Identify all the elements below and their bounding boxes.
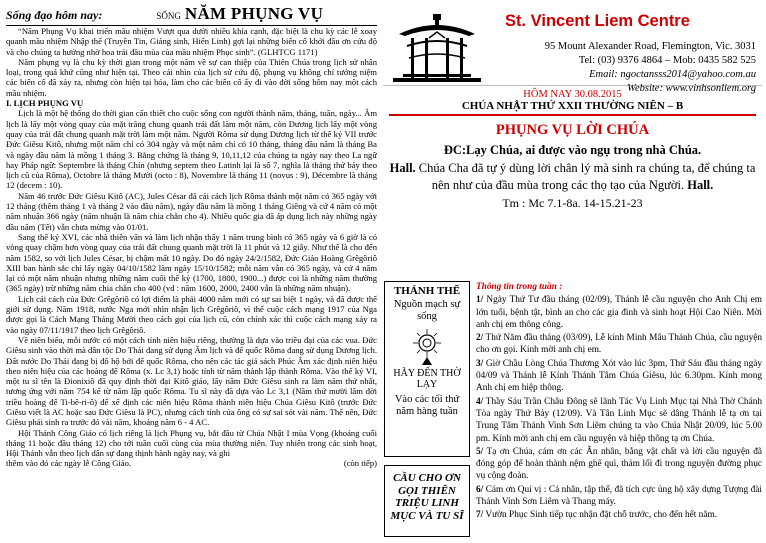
address-line: 95 Mount Alexander Road, Flemington, Vic. 3031 (544, 41, 756, 52)
website-line: Website: www.vinhsonliem.org (627, 83, 756, 94)
liturgy-title: PHỤNG VỤ LỜI CHÚA (495, 122, 650, 138)
vocation-prayer-box: CẦU CHO ƠN GỌI THIÊN TRIỆU LINH MỤC VÀ TU SĨ (384, 465, 470, 537)
notice-item (476, 446, 762, 483)
right-bulletin (383, 4, 762, 539)
notice-text: Ngày Thứ Tư đầu tháng (02/09), Thánh lễ cầu nguyện cho Anh Chị em lớn tuổi, bệnh tật, bình an cho các gia đình và sinh hoạt Hội Cao Niên. Mời anh chị em thông công. (476, 295, 762, 330)
notice-item (476, 484, 762, 509)
notice-item (476, 294, 762, 331)
continued-note: (còn tiếp) (343, 458, 377, 469)
article-paragraph: Lịch cải cách của Đức Grêgôriô có lợi điểm là phải 4000 năm mới có sự sai biệt 1 ngày, và đã được thế giới sử dụng. Năm 1918, nước Nga mới nhìn nhận lịch Grêgôriô, vì thế cuộc cách mạng 1917 của Nga được gọi là Cách Mạng Tháng Mười theo cách gọi của lịch cũ, còn chính xác thì cuộc cách mạng xảy ra vào ngày 07/11/1917 theo lịch Grêgôriô. (6, 293, 377, 335)
sunday-title: CHÚA NHẬT THỨ XXII THƯỜNG NIÊN – B (389, 100, 756, 116)
eucharist-box (384, 281, 470, 457)
section-heading: I. LỊCH PHỤNG VỤ (6, 98, 84, 109)
pagoda-logo-icon (389, 12, 485, 84)
heading-label: Sống đạo hôm nay: (6, 8, 103, 22)
bottom-section (383, 279, 762, 539)
notice-number: 6/ (476, 484, 484, 495)
article-paragraph: Sang thế kỷ XVI, các nhà thiên văn và làm lịch nhận thấy 1 năm trung bình có 365 ngày và 6 giờ là có vòng quay chậm hơn vòng quay của trái đất chung quanh mặt trời là 11 phút và 12 giây. Như thế là cho đến năm 1582, so với lịch Jules César, bị chậm mất 10 ngày. Do đó ngày 24/2/1582, Đức Giáo Hoàng Grêgôriô XIII ban hành sắc chỉ lấy ngày 04/10/1582 làm ngày 15/10/1582; mỗi năm vẫn có 365 ngày, và cứ 4 năm lại có một năm nhuận nhưng những năm cuối thế kỷ (1700, 1800, 1900...) được coi là những năm thường (365 ngày) trừ những năm chia chẵn cho 400 (vd : năm 1600, 2000, 2400 vẫn là những năm nhuận). (6, 231, 377, 294)
centre-name: St. Vincent Liem Centre (505, 12, 690, 30)
article-paragraph: Về niên biểu, mỗi nước có một cách tính niên hiệu riêng, thường là dựa vào triều đại của các vua. Đức Giêsu sinh vào thời mà dân tộc Do Thái đang sử dụng Âm lịch và đế quốc Rôma đang sử dụng Dương lịch. Đất nước Do Thái đang bị đô hộ bởi đế quốc Rôma, cho nên các tác giả sách Phúc Âm xác định niên hiệu theo niên hiệu của các hoàng đế Rôma (x. Lc 3,1) hoặc tính từ năm thành lập thành Rôma. Vào thế kỷ VI, một tu sĩ tên là Đionixiô đã quy định thời đại Kitô giáo, lấy năm Đức Giêsu sinh ra làm năm thứ nhất, tương ứng với năm 754 kể từ năm lập quốc Rôma. Tu sĩ này đã dựa vào Lc 3,1 (Năm thứ mười lăm đời triều hoàng đế Ti-bê-ri-ô) để xế định các niên hiệu Rôma thành niên hiệu Chúa Giêsu Kitô (trước Đức Giêsu viết là AC hoặc sau Đức Giêsu là PC), nhưng cách tính của ông có sự sai sót vài năm. Thế nên, Đức Giêsu phải sinh ra trước đó vài năm, khoảng năm 6 - 4 AC. (6, 334, 377, 428)
notice-text: Cám ơn Quí vị : Cá nhân, tập thể, đã tích cực ủng hộ xây dựng Tượng đài Thánh Vinh Sơn Liêm và Thang máy. (476, 484, 762, 508)
notices-title: Thông tin trong tuần : (476, 282, 563, 292)
eucharist-title: THÁNH THỂ (393, 285, 461, 297)
notice-text: Vườn Phục Sinh tiếp tục nhận đặt chỗ trước, cho đến hết năm. (483, 510, 718, 521)
adoration-invite: HÃY ĐẾN THỜ LẠY (393, 368, 461, 390)
notice-item (476, 358, 762, 395)
email-line: Email: ngoctansss2014@yahoo.com.au (589, 69, 756, 80)
notice-number: 7/ (476, 510, 484, 521)
notice-item (476, 332, 762, 357)
footer-text: thêm vào đó các ngày lễ Công Giáo. (6, 458, 132, 469)
article-paragraph: Năm 46 trước Đức Giêsu Kitô (AC), Jules César đã cải cách lịch Rôma thành một năm có 365 ngày với 12 tháng (thêm tháng 1 và tháng 2 vào đầu năm), ngày đầu năm là mồng 1 tháng Giêng và cứ 4 năm có một năm nhuận 366 ngày (năm nhuận là năm chia chẵn cho 4). Nhiều quốc gia đã áp dụng lịch này những ngày đầu năm (Tết) vẫn chưa mừng vào 01/01. (6, 190, 377, 232)
article-paragraph: Hội Thánh Công Giáo có lịch riêng là lịch Phụng vụ, bắt đầu từ Chúa Nhật I mùa Vọng (khoảng cuối tháng 11 hoặc đầu tháng 12) cho tới tuần cuối cùng của mùa thường niên. Tuy nhiên trong các sinh hoạt, Hội Thánh vẫn theo lịch dân sự đang thịnh hành ngày nay, và ghi (6, 427, 377, 459)
article-paragraph: “Năm Phụng Vụ khai triển mầu nhiệm Vượt qua dưới nhiều khía cạnh, đặc biệt là chu kỳ các lễ xoay quanh mầu nhiệm Nhập thể (Truyền Tin, Giáng sinh, Hiển Linh) gợi lại những biến cố khởi đầu ơn cứu độ và cho chúng ta hưởng nhờ hoa trái đầu mùa của mầu nhiệm Phục sinh”. (GLHTCG 1171) (6, 26, 377, 57)
notice-text: Giờ Chầu Lòng Chúa Thương Xót vào lúc 3pm, Thứ Sáu đầu tháng ngày 04/09 và Thánh lễ Kính Thánh Tâm Chúa Giêsu, lúc 6.30pm. Kính mong Anh chị em hiệp thông. (476, 358, 762, 394)
tel-line: Tel: (03) 9376 4864 – Mob: 0435 582 525 (578, 55, 756, 66)
alleluia-verse (383, 160, 762, 194)
adoration-schedule: Vào các tối thứ năm hàng tuần (394, 394, 460, 417)
notice-text: Tạ ơn Chúa, cám ơn các Ân nhân, bằng vật chất và lời cầu nguyện đã đóng góp để hoàn thành nệm ghế quì, thảm lối đi trong nguyện đường phục vụ cộng đoàn. (476, 446, 762, 482)
article-footer (6, 458, 377, 468)
contact-block (545, 40, 756, 96)
hall-label: Hall. (389, 161, 416, 175)
left-article (6, 4, 377, 539)
alleluia-text: Chúa Cha đã tự ý dùng lời chân lý mà sinh ra chúng ta, để chúng ta nên như của đầu mùa trong các thọ tạo của Người. (415, 161, 756, 192)
heading-small: SỐNG (156, 11, 181, 21)
bulletin-header (383, 4, 762, 94)
notice-number: 5/ (476, 446, 484, 457)
notice-item (476, 509, 762, 521)
notice-number: 2/ (476, 333, 484, 344)
article-heading (6, 4, 377, 26)
notice-number: 1/ (476, 295, 484, 306)
notice-text: Thứ Năm đầu tháng (03/09), Lễ kính Minh Mâu Thánh Chúa, cầu nguyện cho ơn gọi. Kính mời anh chị em. (476, 333, 762, 356)
notice-number: 4/ (476, 396, 484, 407)
notice-text: Thầy Sáu Trần Châu Đông sẽ lãnh Tác Vụ Linh Mục tại Nhà Thờ Chánh Tòa ngày Thứ Bảy (12/09). Và Tân Linh Mục sẽ dâng Thánh lễ tạ ơn tại Trung Tâm Thánh Vinh Sơn Liêm chúng ta vào Chúa Nhật 20/09, lúc 5.00 pm. Kính mời anh chị em cầu nguyện và hiệp thông tạ ơn Chúa. (476, 396, 762, 444)
notice-number: 3/ (476, 358, 484, 369)
monstrance-icon (404, 327, 450, 367)
heading-title: NĂM PHỤNG VỤ (184, 4, 324, 23)
weekly-notices (476, 281, 762, 539)
gospel-citation: Tm : Mc 7.1-8a. 14-15.21-23 (502, 196, 643, 210)
eucharist-subtitle: Nguồn mạch sự sống (393, 299, 461, 322)
hall-label: Hall. (687, 178, 714, 192)
article-paragraph: Lịch là một hệ thống do thời gian cấn thiết cho cuộc sống con người thành năm, tháng, tuần, ngày... Âm lịch là lấy một vòng quay của mặt trăng chung quanh trái đất làm một năm, còn Dương lịch lấy một vòng quay của trái đất chung quanh mặt trời làm một năm. Người Rôma sử dụng Dương lịch từ thế kỷ VII trước Đức Giêsu Kitô, nhưng một năm chỉ có 304 ngày và một năm chỉ có 10 tháng, tháng đầu năm là tháng Ba và ngày đầu năm là mồng 1 tháng 3. Bằng chứng là tháng 9, 10,11,12 của chúng ta ngày nay theo La ngữ hay Pháp ngữ: Septembre là tháng Chín (nhưng septem theo Latinh lại là số 7, nghĩa là tháng thứ bảy theo lịch cũ của Rôma), Octobre là tháng Mười (octo : 8), Novembre là tháng 11 (novus : 9), Décembre là tháng 12 (decem : 10). (6, 108, 377, 191)
notice-item (476, 396, 762, 445)
date-line: HÔM NAY 30.08.2015 (523, 89, 622, 100)
responsorial-psalm: ĐC:Lạy Chúa, ai được vào ngụ trong nhà Chúa. (443, 143, 702, 157)
article-paragraph: Năm phụng vụ là chu kỳ thời gian trong một năm về sự can thiệp của Thiên Chúa trong lịch sử nhân loại, trong quá khứ cũng như hiện tại. Theo cái nhìn của lịch sử cứu độ, phụng vụ không chỉ tưởng niệm các biến cố đã xảy ra, nhưng còn hiện tại hóa, làm cho các biến cố ấy đi vào đời sống hôm nay một cách mầu nhiệm. (6, 56, 377, 98)
